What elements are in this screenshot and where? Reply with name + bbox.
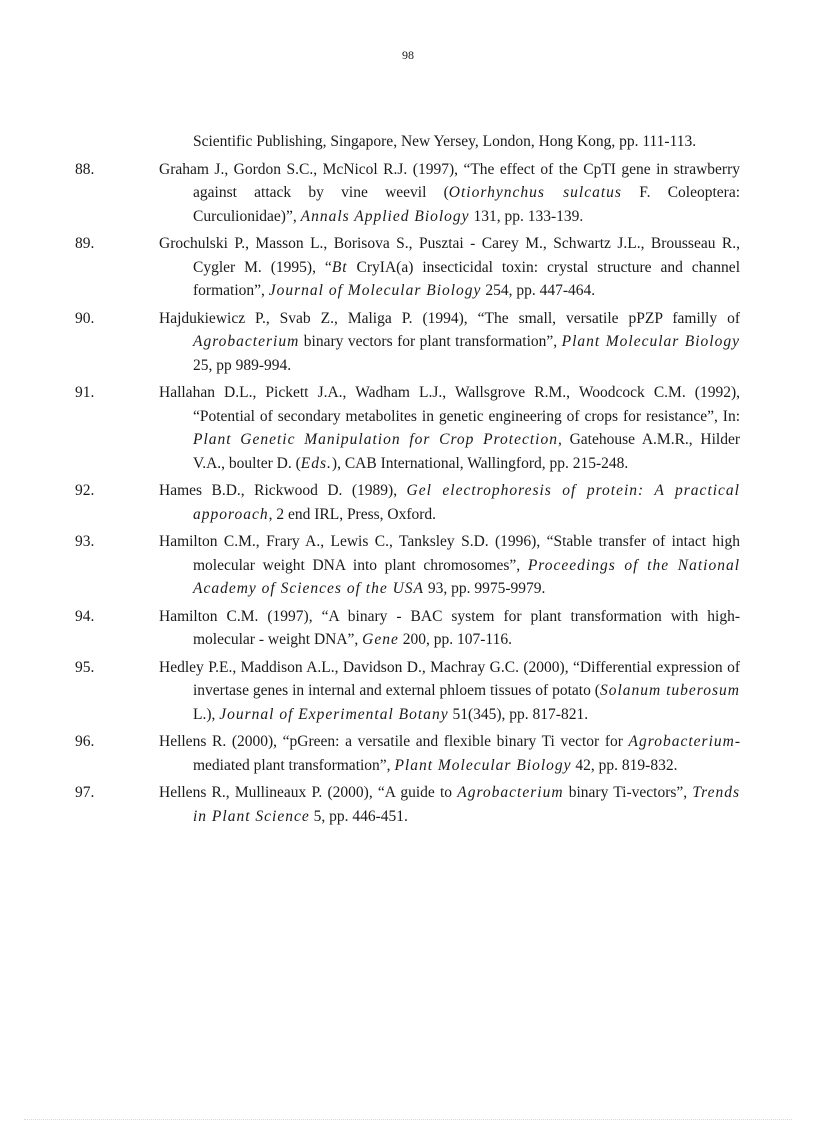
- reference-entry: [75, 158, 741, 229]
- reference-number: 94.: [75, 607, 95, 625]
- reference-text: Hamilton C.M., Frary A., Lewis C., Tanksley S.D. (1996), “Stable transfer of intact high molecular weight DNA into plant chromosomes”,: [159, 533, 740, 574]
- reference-text: , Gatehouse A.M.R., Hilder V.A., boulter D. (: [193, 431, 740, 472]
- reference-italic-text: Bt: [331, 258, 348, 276]
- reference-entry: [75, 307, 740, 378]
- reference-number: 95.: [75, 658, 95, 676]
- reference-entry: [75, 232, 740, 303]
- reference-text: CryIA(a) insecticidal toxin: crystal structure and channel formation”,: [193, 258, 740, 299]
- reference-italic-text: Solanum tuberosum: [599, 682, 740, 699]
- reference-italic-text: Agrobacterium: [457, 784, 564, 801]
- reference-entry: [75, 381, 740, 475]
- reference-number: 91.: [75, 384, 95, 401]
- reference-text: 5, pp. 446-451.: [309, 807, 408, 825]
- page-number: 98: [402, 48, 414, 62]
- reference-text: 42, pp. 819-832.: [571, 756, 678, 774]
- reference-italic-text: Plant Molecular Biology: [394, 756, 572, 774]
- reference-entry: [75, 605, 740, 652]
- reference-entry: [75, 781, 740, 828]
- reference-text: Grochulski P., Masson L., Borisova S., Pusztai - Carey M., Schwartz J.L., Brousseau R., Cygler M. (1995), “: [159, 235, 740, 276]
- reference-text: Hellens R., Mullineaux P. (2000), “A guide to: [159, 784, 458, 801]
- reference-italic-text: Gene: [362, 631, 399, 648]
- reference-text: -mediated plant transformation”,: [193, 733, 740, 774]
- reference-text: binary Ti-vectors”,: [563, 784, 693, 801]
- reference-text: 51(345), pp. 817-821.: [448, 705, 589, 723]
- reference-number: 96.: [75, 733, 95, 750]
- reference-number: 89.: [75, 235, 95, 252]
- reference-items: [75, 158, 741, 829]
- reference-italic-text: Proceedings of the National Academy of Sciences of the USA: [193, 556, 740, 597]
- reference-text: 93, pp. 9975-9979.: [424, 580, 546, 597]
- reference-entry: [75, 530, 740, 601]
- reference-text: L.),: [193, 705, 220, 723]
- reference-text: 25, pp 989-994.: [193, 356, 292, 374]
- footer-rule: [24, 1119, 792, 1120]
- reference-italic-text: Gel electrophoresis of protein: A practical apporoach: [193, 482, 740, 523]
- reference-italic-text: Agrobacterium: [193, 333, 300, 350]
- reference-text: binary vectors for plant transformation”,: [299, 333, 562, 350]
- reference-entry: [75, 656, 740, 727]
- reference-italic-text: Agrobacterium: [628, 733, 735, 750]
- reference-text: Hellens R. (2000), “pGreen: a versatile and flexible binary Ti vector for: [159, 733, 629, 750]
- reference-number: 93.: [75, 533, 95, 550]
- reference-italic-text: Plant Molecular Biology: [561, 333, 740, 350]
- reference-text: 200, pp. 107-116.: [398, 631, 512, 648]
- reference-italic-text: Eds.: [300, 454, 332, 472]
- reference-text: Hames B.D., Rickwood D. (1989),: [159, 482, 407, 499]
- reference-text: Graham J., Gordon S.C., McNicol R.J. (1997), “The effect of the CpTI gene in strawberry against attack by vine weevil (: [159, 160, 740, 201]
- reference-italic-text: Journal of Molecular Biology: [268, 282, 482, 299]
- reference-entry: [75, 730, 740, 777]
- reference-list: [75, 130, 741, 832]
- reference-text: ), CAB International, Wallingford, pp. 215-248.: [331, 454, 629, 472]
- reference-text: F. Coleoptera: Curculionidae)”,: [193, 184, 741, 225]
- reference-entry: [75, 479, 740, 526]
- reference-text: 131, pp. 133-139.: [469, 207, 584, 225]
- reference-number: 90.: [75, 309, 95, 327]
- reference-number: 92.: [75, 482, 95, 499]
- reference-text: , 2 end IRL, Press, Oxford.: [268, 505, 437, 523]
- reference-italic-text: Annals Applied Biology: [300, 207, 470, 225]
- reference-continuation: Scientific Publishing, Singapore, New Yersey, London, Hong Kong, pp. 111-113.: [193, 133, 697, 150]
- reference-italic-text: Plant Genetic Manipulation for Crop Protection: [193, 431, 558, 448]
- reference-number: 88.: [75, 160, 95, 178]
- reference-italic-text: Journal of Experimental Botany: [219, 705, 449, 723]
- reference-text: Hamilton C.M. (1997), “A binary - BAC system for plant transformation with high-molecular - weight DNA”,: [159, 607, 740, 648]
- reference-italic-text: Trends in Plant Science: [193, 784, 740, 825]
- reference-text: Hallahan D.L., Pickett J.A., Wadham L.J., Wallsgrove R.M., Woodcock C.M. (1992), “Potential of secondary metabolites in genetic engineering of crops for resistance”, In:: [159, 384, 740, 425]
- reference-text: Hedley P.E., Maddison A.L., Davidson D., Machray G.C. (2000), “Differential expression of invertase genes in internal and external phloem tissues of potato (: [159, 658, 740, 699]
- reference-number: 97.: [75, 784, 95, 801]
- reference-italic-text: Otiorhynchus sulcatus: [448, 184, 622, 201]
- reference-text: Hajdukiewicz P., Svab Z., Maliga P. (1994), “The small, versatile pPZP familly of: [159, 309, 740, 327]
- reference-text: 254, pp. 447-464.: [481, 282, 596, 299]
